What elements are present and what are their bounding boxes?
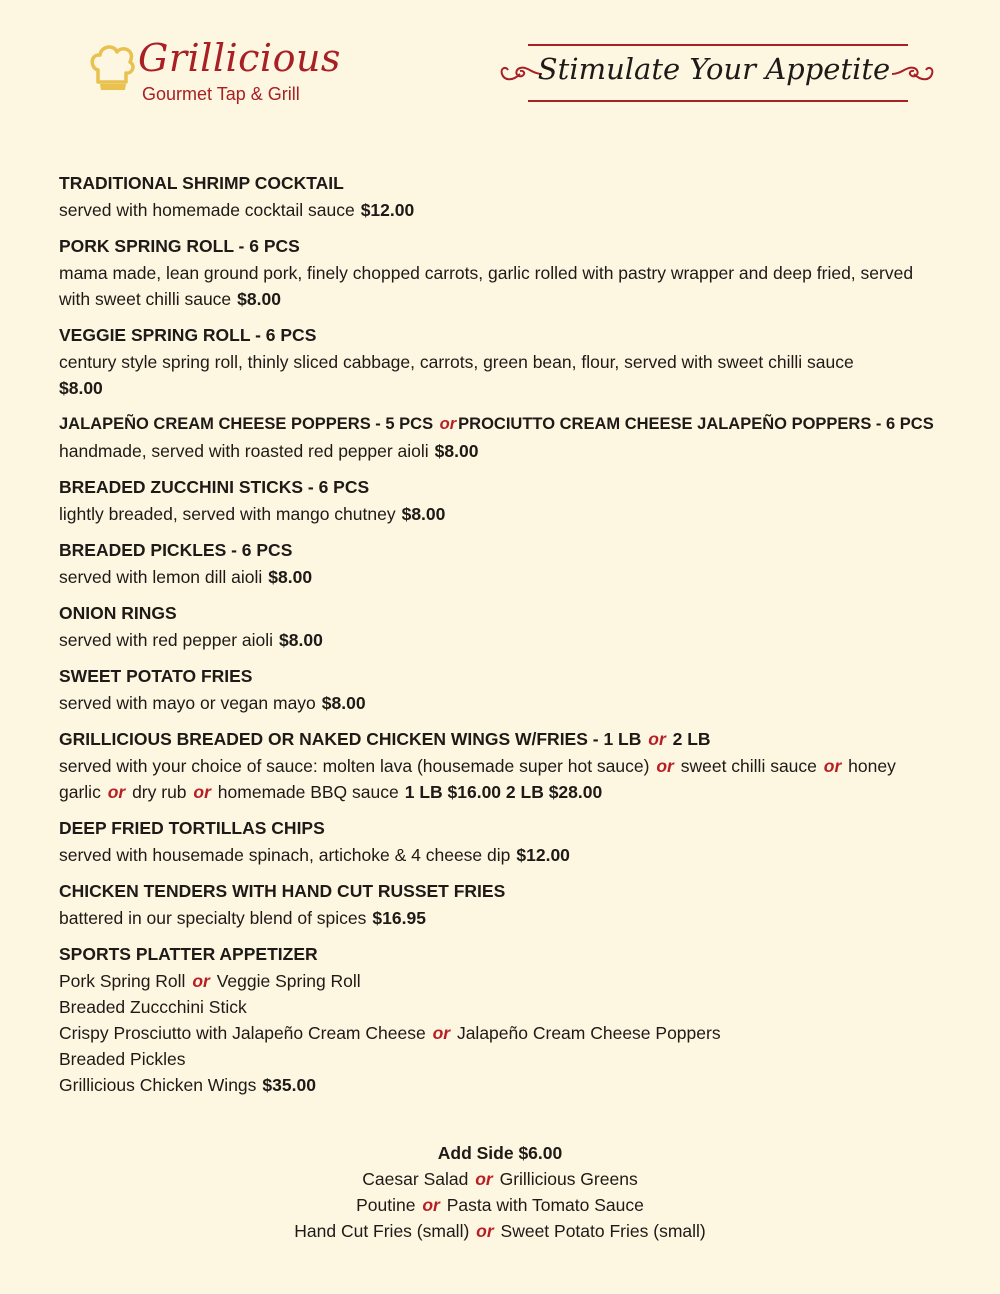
item-price: $8.00 xyxy=(434,441,479,461)
or-connector: or xyxy=(192,971,210,991)
item-price: $12.00 xyxy=(360,200,415,220)
or-connector: or xyxy=(823,756,842,776)
section-banner xyxy=(494,40,934,104)
banner-rule-top xyxy=(528,44,908,46)
item-price: $8.00 xyxy=(59,378,103,398)
platter-line: Pork Spring Roll or Veggie Spring Roll xyxy=(59,971,361,991)
item-desc: served with housemade spinach, artichoke & 4 cheese dip $12.00 xyxy=(59,845,570,865)
menu-item xyxy=(59,600,939,653)
item-price: $8.00 xyxy=(321,693,366,713)
menu-item xyxy=(59,474,939,527)
item-desc: handmade, served with roasted red pepper aioli $8.00 xyxy=(59,441,479,461)
or-connector: or xyxy=(439,415,457,433)
brand-tagline: Gourmet Tap & Grill xyxy=(142,84,300,104)
item-desc: served with your choice of sauce: molten lava (housemade super hot sauce) or sweet chilli sauce or honey garlic or dry rub or homemade BBQ sauce 1 LB $16.00 2 LB $28.00 xyxy=(59,756,896,802)
chef-hat-icon xyxy=(88,42,140,94)
platter-line: Breaded Pickles xyxy=(59,1049,186,1069)
item-price: $8.00 xyxy=(268,567,313,587)
item-name: GRILLICIOUS BREADED OR NAKED CHICKEN WINGS W/FRIES - 1 LB or 2 LB xyxy=(59,729,711,749)
item-desc: mama made, lean ground pork, finely chopped carrots, garlic rolled with pastry wrapper and deep fried, served with sweet chilli sauce $8.00 xyxy=(59,263,914,309)
item-desc: battered in our specialty blend of spices $16.95 xyxy=(59,908,426,928)
or-connector: or xyxy=(422,1195,440,1215)
menu-item xyxy=(59,726,939,805)
brand-name: Grillicious xyxy=(138,36,341,80)
section-title: Stimulate Your Appetite xyxy=(537,52,891,86)
menu-item xyxy=(59,941,939,1098)
menu-item xyxy=(59,878,939,931)
sides-line: Hand Cut Fries (small) or Sweet Potato Fries (small) xyxy=(294,1221,706,1241)
item-name: PORK SPRING ROLL - 6 PCS xyxy=(59,236,300,256)
item-name: ONION RINGS xyxy=(59,603,177,623)
menu-item xyxy=(59,815,939,868)
appetizer-menu xyxy=(59,170,939,1108)
or-connector: or xyxy=(475,1169,493,1189)
item-desc: lightly breaded, served with mango chutney $8.00 xyxy=(59,504,446,524)
item-price: $8.00 xyxy=(279,630,323,650)
or-connector: or xyxy=(193,782,211,802)
item-price: $8.00 xyxy=(237,289,281,309)
or-connector: or xyxy=(656,756,674,776)
item-name: DEEP FRIED TORTILLAS CHIPS xyxy=(59,818,325,838)
item-desc: served with mayo or vegan mayo $8.00 xyxy=(59,693,366,713)
or-connector: or xyxy=(107,782,126,802)
item-name: CHICKEN TENDERS WITH HAND CUT RUSSET FRIES xyxy=(59,881,506,901)
item-price: 1 LB $16.00 2 LB $28.00 xyxy=(404,782,603,802)
or-connector: or xyxy=(476,1221,494,1241)
item-price: $12.00 xyxy=(516,845,570,865)
item-price: $35.00 xyxy=(262,1075,316,1095)
item-name: VEGGIE SPRING ROLL - 6 PCS xyxy=(59,325,317,345)
item-name: SWEET POTATO FRIES xyxy=(59,666,253,686)
item-desc: century style spring roll, thinly sliced cabbage, carrots, green bean, flour, served with sweet chilli sauce $8.00 xyxy=(59,352,854,398)
menu-item xyxy=(59,233,939,312)
item-desc: served with red pepper aioli $8.00 xyxy=(59,630,323,650)
banner-rule-bottom xyxy=(528,100,908,102)
menu-item xyxy=(59,537,939,590)
brand-logo xyxy=(88,34,348,114)
menu-item xyxy=(59,322,939,401)
platter-line: Grillicious Chicken Wings $35.00 xyxy=(59,1075,316,1095)
sides-title: Add Side $6.00 xyxy=(437,1143,563,1163)
sides-line: Caesar Salad or Grillicious Greens xyxy=(362,1169,638,1189)
item-name: TRADITIONAL SHRIMP COCKTAIL xyxy=(59,173,344,193)
item-name: BREADED ZUCCHINI STICKS - 6 PCS xyxy=(59,477,370,497)
menu-item xyxy=(59,170,939,223)
item-desc: served with homemade cocktail sauce $12.00 xyxy=(59,200,415,220)
item-name: BREADED PICKLES - 6 PCS xyxy=(59,540,293,560)
menu-item xyxy=(59,411,939,464)
item-name: SPORTS PLATTER APPETIZER xyxy=(59,944,318,964)
sides-line: Poutine or Pasta with Tomato Sauce xyxy=(356,1195,644,1215)
platter-line: Breaded Zuccchini Stick xyxy=(59,997,247,1017)
or-connector: or xyxy=(432,1023,451,1043)
platter-line: Crispy Prosciutto with Jalapeño Cream Cheese or Jalapeño Cream Cheese Poppers xyxy=(59,1023,721,1043)
item-desc: served with lemon dill aioli $8.00 xyxy=(59,567,313,587)
item-price: $16.95 xyxy=(372,908,426,928)
or-connector: or xyxy=(648,729,666,749)
menu-item xyxy=(59,663,939,716)
item-name: JALAPEÑO CREAM CHEESE POPPERS - 5 PCS or PROCIUTTO CREAM CHEESE JALAPEÑO POPPERS - 6 PCS xyxy=(59,415,934,433)
add-side-section xyxy=(0,1140,1000,1244)
item-price: $8.00 xyxy=(401,504,446,524)
